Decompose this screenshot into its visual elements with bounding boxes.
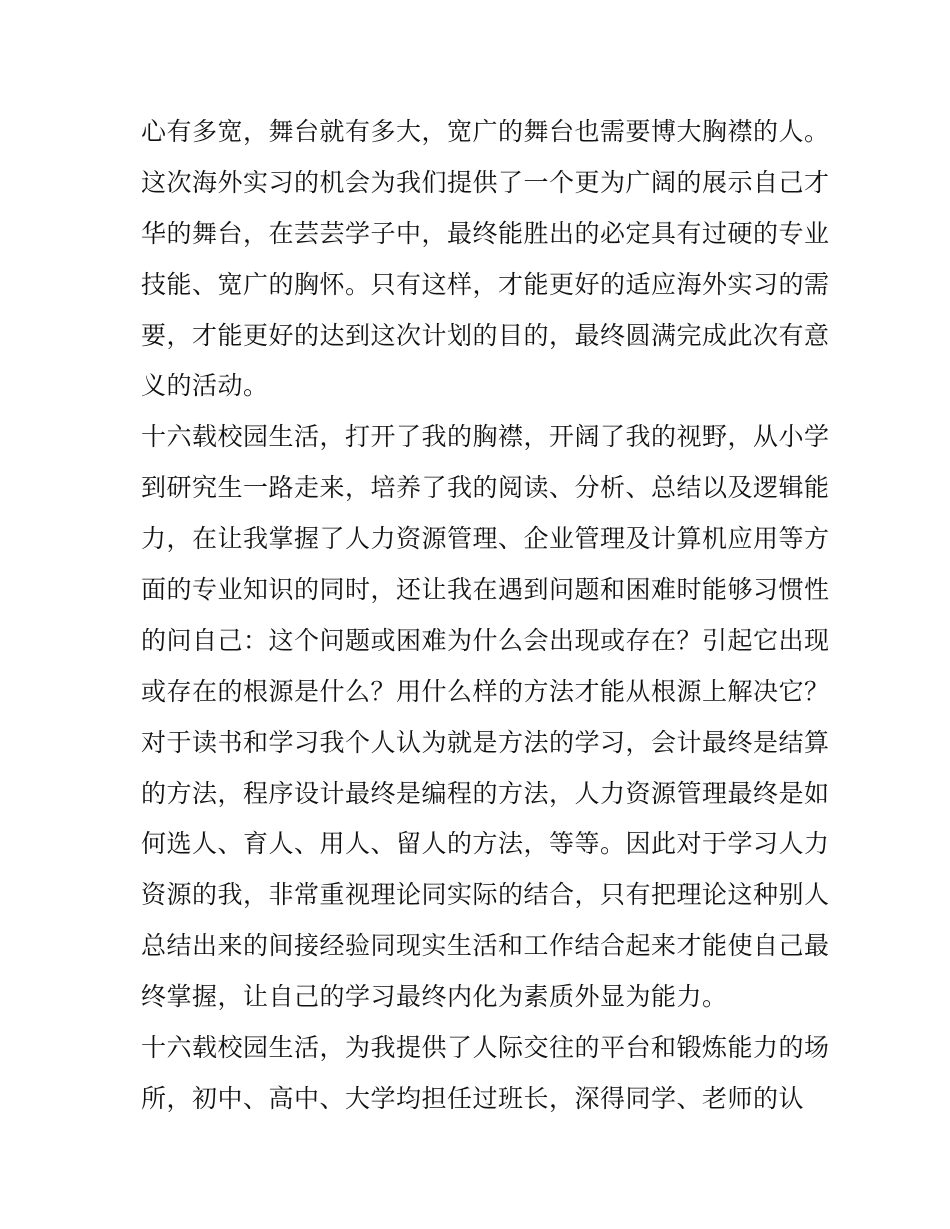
text-line: 对于读书和学习我个人认为就是方法的学习，会计最终是结算 <box>141 727 830 757</box>
text-line: 资源的我，非常重视理论同实际的结合，只有把理论这种别人 <box>141 880 830 910</box>
text-line: 总结出来的间接经验同现实生活和工作结合起来才能使自己最 <box>141 931 830 961</box>
text-line: 面的专业知识的同时，还让我在遇到问题和困难时能够习惯性 <box>141 575 830 605</box>
text-line: 十六载校园生活，打开了我的胸襟，开阔了我的视野，从小学 <box>141 422 830 452</box>
text-line: 华的舞台，在芸芸学子中，最终能胜出的必定具有过硬的专业 <box>141 218 830 248</box>
text-line: 义的活动。 <box>141 371 269 401</box>
text-line: 十六载校园生活，为我提供了人际交往的平台和锻炼能力的场 <box>141 1033 830 1063</box>
text-line: 何选人、育人、用人、留人的方法，等等。因此对于学习人力 <box>141 829 830 859</box>
text-line: 力，在让我掌握了人力资源管理、企业管理及计算机应用等方 <box>141 524 830 554</box>
text-line: 所，初中、高中、大学均担任过班长，深得同学、老师的认 <box>141 1083 805 1113</box>
text-line: 要，才能更好的达到这次计划的目的，最终圆满完成此次有意 <box>141 320 830 350</box>
body-text <box>141 107 830 1125</box>
text-line: 的方法，程序设计最终是编程的方法，人力资源管理最终是如 <box>141 778 830 808</box>
text-line: 到研究生一路走来，培养了我的阅读、分析、总结以及逻辑能 <box>141 473 830 503</box>
text-line: 终掌握，让自己的学习最终内化为素质外显为能力。 <box>141 982 728 1012</box>
text-line: 技能、宽广的胸怀。只有这样，才能更好的适应海外实习的需 <box>141 269 830 299</box>
text-line: 这次海外实习的机会为我们提供了一个更为广阔的展示自己才 <box>141 167 830 197</box>
text-line: 或存在的根源是什么？用什么样的方法才能从根源上解决它？ <box>141 676 830 706</box>
text-line: 的问自己：这个问题或困难为什么会出现或存在？引起它出现 <box>141 625 830 655</box>
text-line: 心有多宽，舞台就有多大，宽广的舞台也需要博大胸襟的人。 <box>141 117 830 146</box>
